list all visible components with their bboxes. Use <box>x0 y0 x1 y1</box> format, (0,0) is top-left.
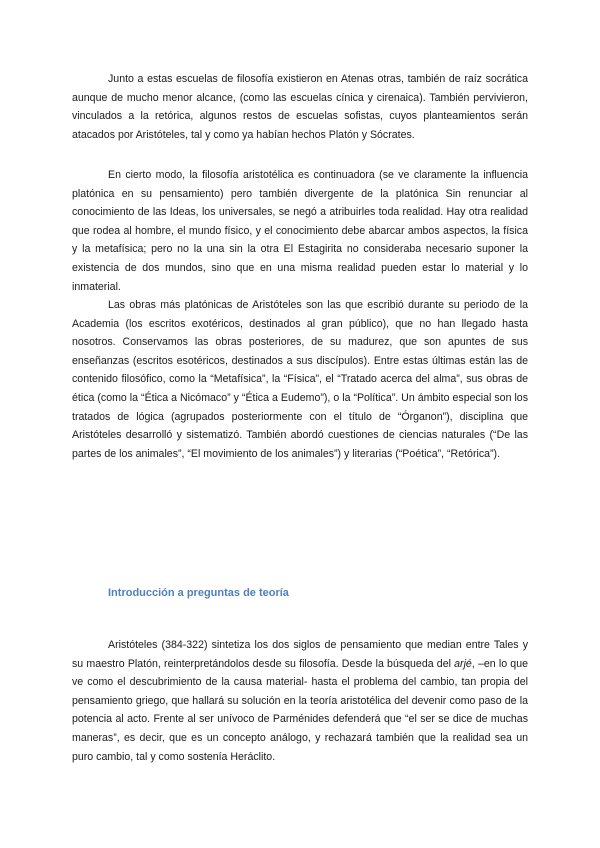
section-heading: Introducción a preguntas de teoría <box>108 587 289 599</box>
paragraph-schools: Junto a estas escuelas de filosofía existieron en Atenas otras, también de raíz socrática aunque de mucho menor alcance, (como las escuelas cínica y cirenaica). También pervivieron, vinculados a la retórica, algunos restos de escuelas sofistas, cuyos planteamientos serán atacados por Aristóteles, tal y como ya habían hechos Platón y Sócrates. <box>72 73 528 141</box>
paragraph-synthesis-end: , –en lo que ve como el descubrimiento de la causa material- hasta el problema del cambio, tan propia del pensamiento griego, que hallará su solución en la teoría aristotélica del devenir como paso de la potencia al acto. Frente al ser unívoco de Parménides defenderá que “el ser se dice de muchas maneras”, es decir, que es un concepto análogo, y rechazará también que la realidad sea un puro cambio, tal y como sostenía Heráclito. <box>72 657 528 763</box>
italic-term-arje: arjé <box>454 657 472 670</box>
paragraph-synthesis-start: Aristóteles (384-322) sintetiza los dos siglos de pensamiento que median entre Tales y su maestro Platón, reinterpretándolos desde su filosofía. Desde la búsqueda del <box>72 639 528 670</box>
paragraph-synthesis <box>72 636 528 766</box>
paragraph-works: Las obras más platónicas de Aristóteles son las que escribió durante su periodo de la Academia (los escritos exotéricos, destinados al gran público), que no han llegado hasta nosotros. Conservamos las obras posteriores, de su madurez, que son apuntes de sus enseñanzas (escritos esotéricos, destinados a sus discípulos). Entre estas últimas están las de contenido filosófico, como la “Metafísica”, la “Física”, el “Tratado acerca del alma”, sus obras de ética (como la “Ética a Nicómaco” y “Ética a Eudemo”), o la “Política”. Un ámbito especial son los tratados de lógica (agrupados posteriormente con el título de “Órganon”), disciplina que Aristóteles desarrolló y sistematizó. También abordó cuestiones de ciencias naturales (“De las partes de los animales”, “El movimiento de los animales”) y literarias (“Poética”, “Retórica”). <box>72 299 528 460</box>
paragraph-aristotelian-philosophy: En cierto modo, la filosofía aristotélica es continuadora (se ve claramente la influencia platónica en su pensamiento) pero también divergente de la platónica Sin renunciar al conocimiento de las Ideas, los universales, se negó a atribuirles toda realidad. Hay otra realidad que rodea al hombre, el mundo físico, y el conocimiento debe abarcar ambos aspectos, la física y la metafísica; pero no la una sin la otra El Estagirita no consideraba necesario suponer la existencia de dos mundos, sino que en una misma realidad pueden estar lo material y lo inmaterial. <box>72 169 528 293</box>
